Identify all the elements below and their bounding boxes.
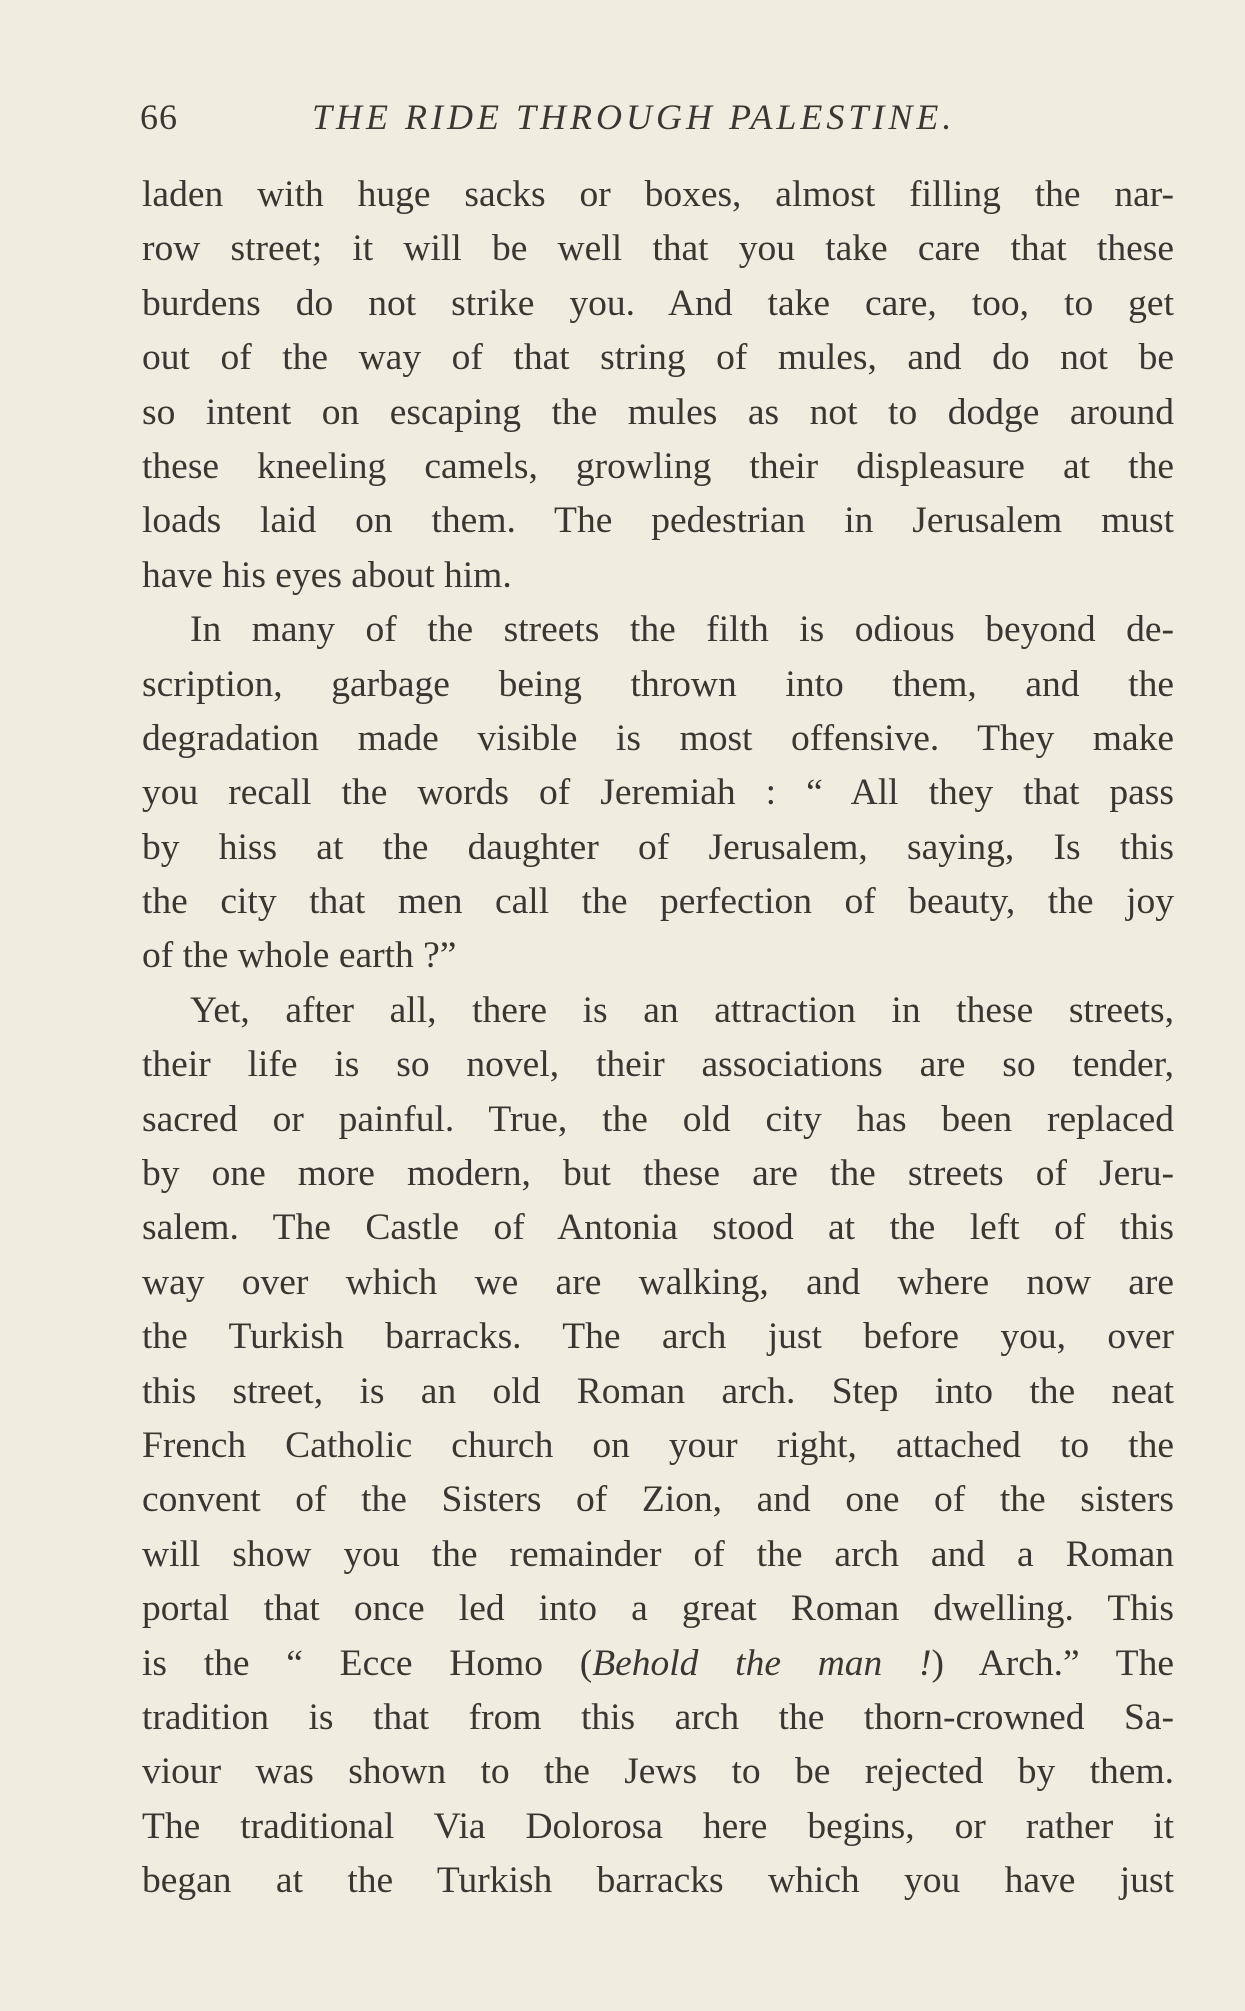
text-line: by one more modern, but these are the streets of Jeru- — [142, 1153, 1174, 1195]
text-line: loads laid on them. The pedestrian in Jerusalem must — [142, 500, 1174, 542]
text-line: will show you the remainder of the arch and a Roman — [142, 1533, 1174, 1575]
text-line: scription, garbage being thrown into them, and the — [142, 663, 1174, 705]
text-line: row street; it will be well that you take care that these — [142, 228, 1174, 270]
text-line: have his eyes about him. — [142, 554, 512, 596]
text-line: viour was shown to the Jews to be rejected by them. — [142, 1751, 1174, 1793]
text-line: In many of the streets the filth is odious beyond de- — [190, 609, 1174, 651]
text-line: way over which we are walking, and where now are — [142, 1261, 1174, 1303]
text-line: burdens do not strike you. And take care, too, to get — [142, 282, 1174, 324]
text-line: French Catholic church on your right, attached to the — [142, 1424, 1174, 1466]
text-line: these kneeling camels, growling their displeasure at the — [142, 445, 1174, 487]
ecce-line-italic: Behold the man ! — [592, 1642, 932, 1684]
text-line: began at the Turkish barracks which you have just — [142, 1860, 1174, 1902]
text-line: salem. The Castle of Antonia stood at the left of this — [142, 1207, 1174, 1249]
text-line: their life is so novel, their associations are so tender, — [142, 1044, 1174, 1086]
text-line: out of the way of that string of mules, and do not be — [142, 337, 1174, 379]
text-line: laden with huge sacks or boxes, almost filling the nar- — [142, 174, 1174, 215]
running-title: THE RIDE THROUGH PALESTINE. — [312, 97, 956, 137]
text-line: The traditional Via Dolorosa here begins, or rather it — [142, 1805, 1174, 1847]
text-line-ecce-homo — [142, 1637, 1174, 1691]
text-line: this street, is an old Roman arch. Step into the neat — [142, 1370, 1174, 1412]
body-text — [142, 168, 1174, 1909]
text-line: sacred or painful. True, the old city has been replaced — [142, 1098, 1174, 1140]
page-number: 66 — [140, 97, 178, 137]
text-line: the city that men call the perfection of beauty, the joy — [142, 881, 1174, 923]
text-line: the Turkish barracks. The arch just before you, over — [142, 1316, 1174, 1358]
text-line: you recall the words of Jeremiah : “ All they that pass — [142, 772, 1174, 814]
text-line: degradation made visible is most offensive. They make — [142, 717, 1174, 759]
text-line: portal that once led into a great Roman dwelling. This — [142, 1588, 1174, 1630]
ecce-line-after: ) Arch.” The — [931, 1642, 1174, 1684]
text-line: convent of the Sisters of Zion, and one of the sisters — [142, 1479, 1174, 1521]
text-line: so intent on escaping the mules as not to dodge around — [142, 391, 1174, 433]
running-head — [140, 92, 1180, 142]
text-line: Yet, after all, there is an attraction in these streets, — [190, 989, 1174, 1031]
text-line: tradition is that from this arch the thorn-crowned Sa- — [142, 1696, 1174, 1738]
ecce-line-before: is the “ Ecce Homo ( — [142, 1642, 593, 1684]
text-line: by hiss at the daughter of Jerusalem, saying, Is this — [142, 826, 1174, 868]
text-line: of the whole earth ?” — [142, 935, 457, 977]
